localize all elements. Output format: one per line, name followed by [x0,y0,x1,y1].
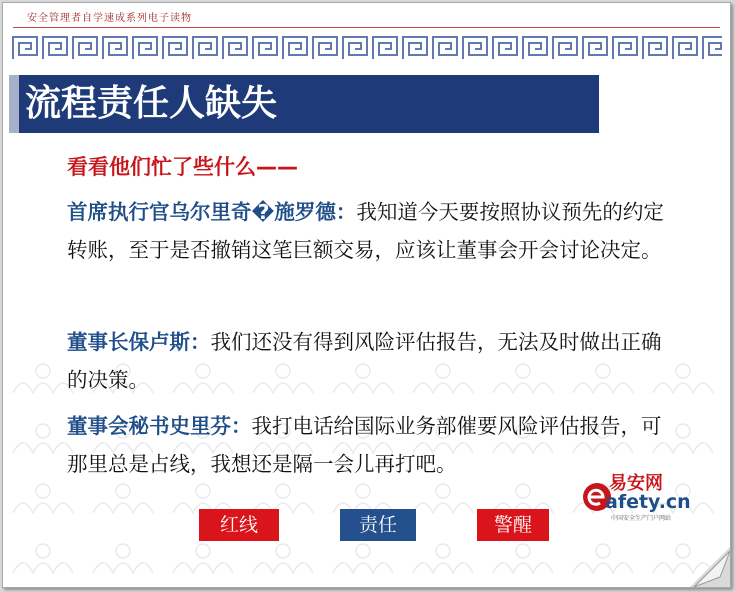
speaker-name: 董事长保卢斯： [67,330,211,354]
title-bar-accent [9,75,19,133]
slide-title: 流程责任人缺失 [25,83,278,124]
slide [2,2,731,588]
responsibility-button[interactable]: 责任 [340,509,416,541]
statement-chairman [67,323,677,399]
red-line-button[interactable]: 红线 [199,509,279,541]
statement-text: 我们还没有得到风险评估报告，无法及时做出正确的决策。 [67,330,662,392]
speaker-name: 首席执行官乌尔里奇�施罗德： [67,200,357,224]
subheading: 看看他们忙了些什么—— [67,155,298,179]
logo-tagline: 中国安全生产门户网站 [611,515,672,522]
statement-text: 我知道今天要按照协议预先的约定转账，至于是否撤销这笔巨额交易，应该让董事会开会讨论决定。 [67,200,664,262]
speaker-name: 董事会秘书史里芬： [67,414,252,438]
logo-name-cn: 易安网 [609,473,663,494]
statement-ceo [67,193,677,269]
alert-button[interactable]: 警醒 [477,509,549,541]
series-header: 安全管理者自学速成系列电子读物 [27,13,192,24]
title-bar [9,75,599,133]
safety-cn-logo [581,471,705,521]
fret-border-decoration [11,33,722,63]
statement-text: 我打电话给国际业务部催要风险评估报告，可那里总是占线，我想还是隔一会儿再打吧。 [67,414,662,476]
header-rule [13,27,720,28]
logo-name-en: afety.cn [605,491,691,513]
page-curl-corner [690,547,730,587]
